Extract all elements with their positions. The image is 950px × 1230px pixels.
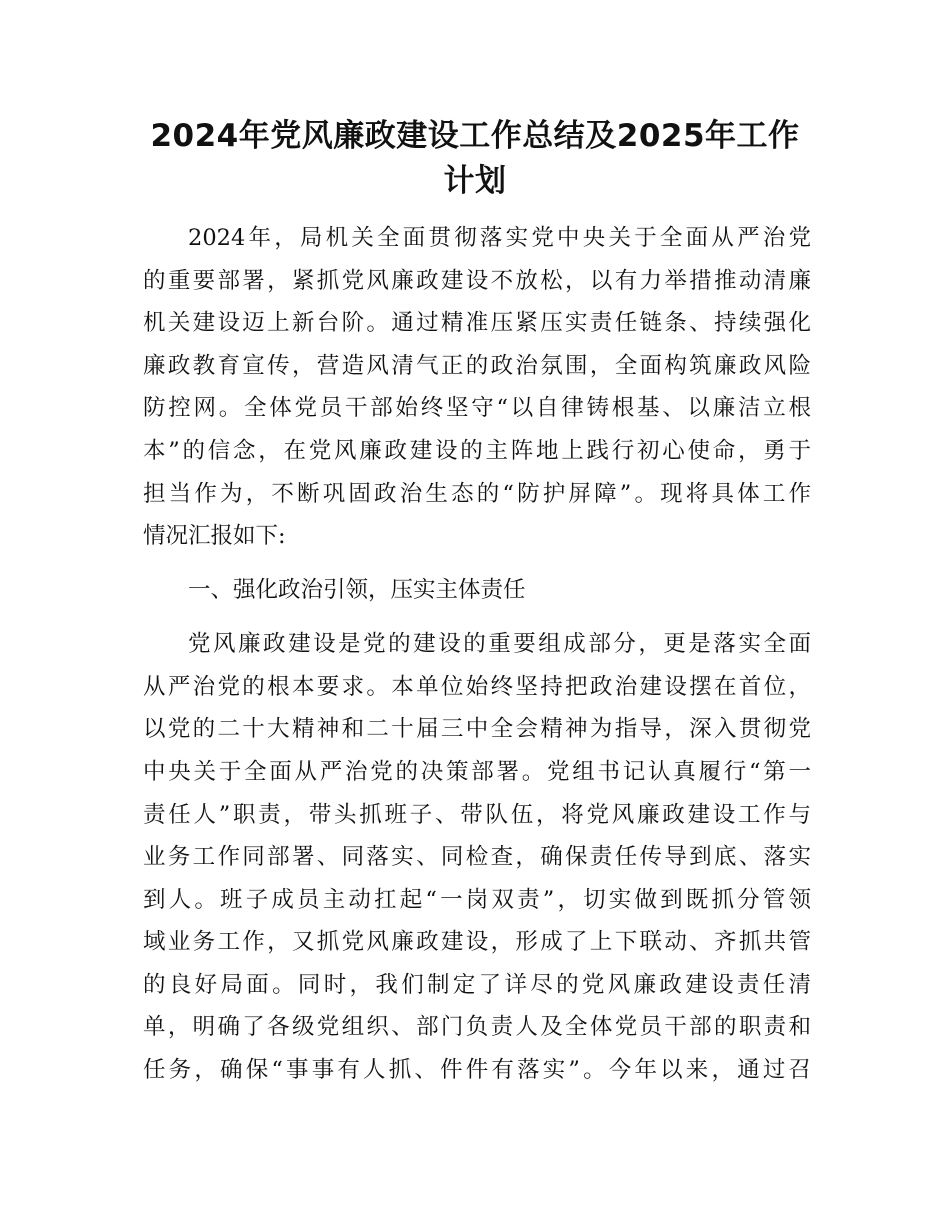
document-title-line-1: 2024年党风廉政建设工作总结及2025年工作: [150, 118, 800, 154]
paragraph-line: 防控网。全体党员干部始终坚守“以自律铸根基、以廉洁立根: [143, 395, 811, 421]
section-heading: 一、强化政治引领，压实主体责任: [188, 577, 526, 603]
paragraph-line: 2024年，局机关全面贯彻落实党中央关于全面从严治党: [188, 225, 811, 251]
paragraph-line: 的良好局面。同时，我们制定了详尽的党风廉政建设责任清: [143, 972, 811, 998]
paragraph-line: 担当作为，不断巩固政治生态的“防护屏障”。现将具体工作: [143, 481, 811, 507]
paragraph-line: 机关建设迈上新台阶。通过精准压紧压实责任链条、持续强化: [143, 310, 811, 336]
paragraph-line: 党风廉政建设是党的建设的重要组成部分，更是落实全面: [188, 631, 811, 657]
paragraph-line: 任务，确保“事事有人抓、件件有落实”。今年以来，通过召: [143, 1057, 811, 1083]
paragraph-line: 从严治党的根本要求。本单位始终坚持把政治建设摆在首位，: [143, 674, 811, 700]
paragraph-line: 本”的信念，在党风廉政建设的主阵地上践行初心使命，勇于: [143, 438, 811, 464]
paragraph-line: 到人。班子成员主动扛起“一岗双责”，切实做到既抓分管领: [143, 887, 811, 913]
paragraph-line: 域业务工作，又抓党风廉政建设，形成了上下联动、齐抓共管: [143, 929, 811, 955]
paragraph-line: 廉政教育宣传，营造风清气正的政治氛围，全面构筑廉政风险: [143, 353, 811, 379]
document-title-line-2: 计划: [443, 163, 507, 199]
paragraph-line: 单，明确了各级党组织、部门负责人及全体党员干部的职责和: [143, 1014, 811, 1040]
paragraph-line: 中央关于全面从严治党的决策部署。党组书记认真履行“第一: [143, 759, 811, 785]
paragraph-line: 责任人”职责，带头抓班子、带队伍，将党风廉政建设工作与: [143, 802, 811, 828]
paragraph-line: 业务工作同部署、同落实、同检查，确保责任传导到底、落实: [143, 844, 811, 870]
paragraph-line: 以党的二十大精神和二十届三中全会精神为指导，深入贯彻党: [143, 716, 811, 742]
paragraph-line: 的重要部署，紧抓党风廉政建设不放松，以有力举措推动清廉: [143, 268, 811, 294]
paragraph-line: 情况汇报如下:: [143, 523, 286, 549]
